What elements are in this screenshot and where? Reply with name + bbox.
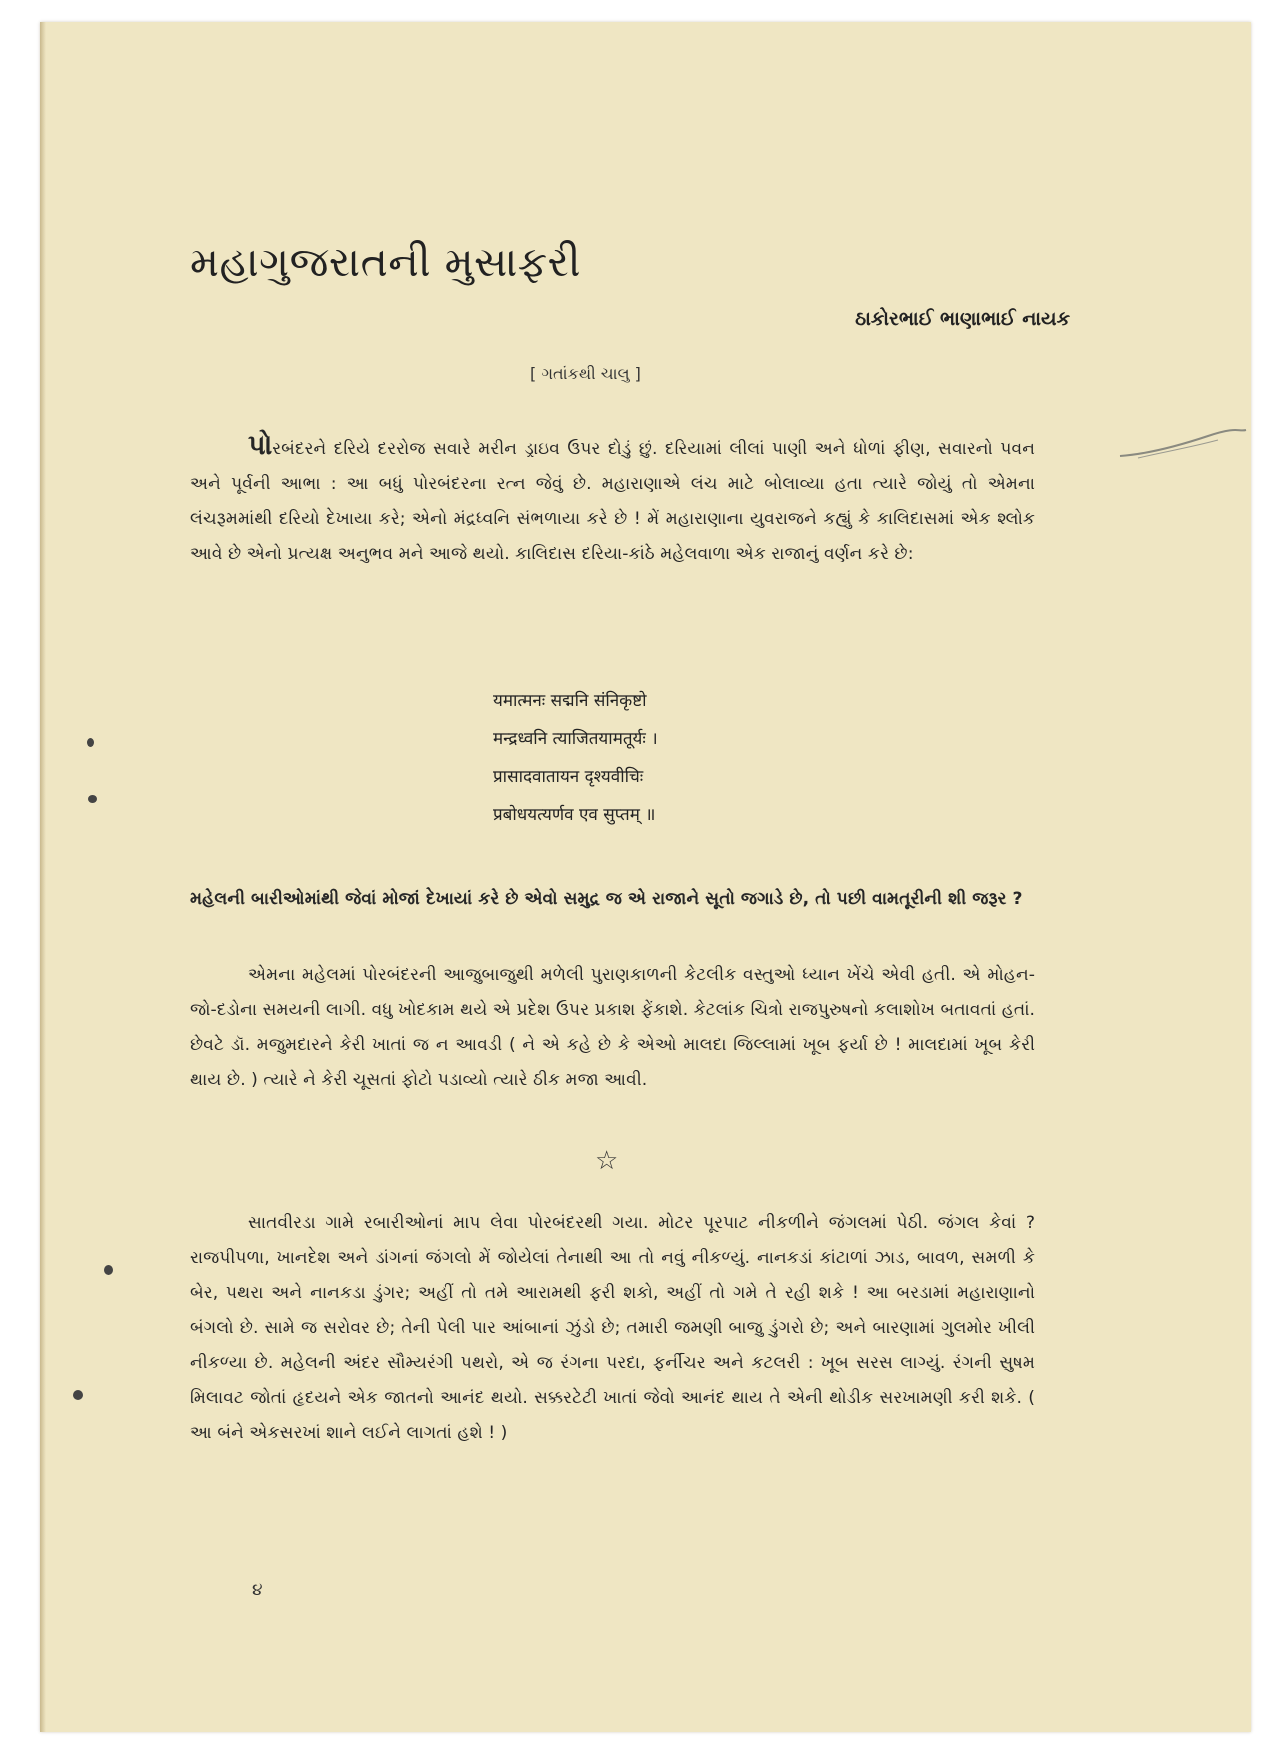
sanskrit-verse [493, 682, 658, 834]
paragraph-4: સાતવીરડા ગામે રબારીઓનાં માપ લેવા પોરબંદરથી ગયા. મોટર પૂરપાટ નીકળીને જંગલમાં પેઠી. જંગલ કેવાં ? રાજપીપળા, ખાનદેશ અને ડાંગનાં જંગલો મેં જોયેલાં તેનાથી આ તો નવું નીકળ્યું. નાનકડાં કાંટાળાં ઝાડ, બાવળ, સમળી કે બેર, પથરા અને નાનકડા ડુંગર; અહીં તો તમે આરામથી ફરી શકો, અહીં તો ગમે તે રહી શકે ! આ બરડામાં મહારાણાનો બંગલો છે. સામે જ સરોવર છે; તેની પેલી પાર આંબાનાં ઝુંડો છે; તમારી જમણી બાજુ ડુંગરો છે; અને બારણામાં ગુલમોર ખીલી નીકળ્યા છે. મહેલની અંદર સૌમ્યરંગી પથરો, એ જ રંગના પરદા, ફર્નીચર અને કટલરી : ખૂબ સરસ લાગ્યું. રંગની સુષમ મિલાવટ જોતાં હૃદયને એક જાતનો આનંદ થયો. સક્કરટેટી ખાતાં જેવો આનંદ થાય તે એની થોડીક સરખામણી કરી શકે. ( આ બંને એકસરખાં શાને લઈને લાગતાં હશે ! ) [190, 1213, 1035, 1443]
paragraph-2: મહેલની બારીઓમાંથી જેવાં મોજાં દેખાયાં કરે છે એવો સમુદ્ર જ એ રાજાને સૂતો જગાડે છે, તો પછી વામતૂરીની શી જરૂર ? [190, 889, 1023, 909]
verse-line: मन्द्रध्वनि त्याजितयामतूर्यः । [493, 729, 658, 749]
paragraph-1 [190, 428, 1035, 572]
page-edge-shadow [40, 22, 46, 1732]
verse-line: यमात्मनः सद्मनि संनिकृष्टो [493, 691, 647, 711]
ink-spot [87, 738, 94, 747]
ink-spot [73, 1390, 83, 1400]
drop-cap: પો [248, 430, 273, 461]
verse-line: प्रबोधयत्यर्णव एव सुप्तम् ॥ [493, 805, 656, 825]
verse-line: प्रासादवातायन दृश्यवीचिः [493, 767, 644, 787]
article-title: મહાગુજરાતની મુસાફરી [190, 238, 581, 286]
paragraph-3: એમના મહેલમાં પોરબંદરની આજુબાજુથી મળેલી પુરાણકાળની કેટલીક વસ્તુઓ ધ્યાન ખેંચે એવી હતી. એ મોહન-જો-દડોના સમયની લાગી. વધુ ખોદકામ થયે એ પ્રદેશ ઉપર પ્રકાશ ફેંકાશે. કેટલાંક ચિત્રો રાજપુરુષનો કલાશોખ બતાવતાં હતાં. છેવટે ડૉ. મજુમદારને કેરી ખાતાં જ ન આવડી ( ને એ કહે છે કે એઓ માલદા જિલ્લામાં ખૂબ ફર્યા છે ! માલદામાં ખૂબ કેરી થાય છે. ) ત્યારે ને કેરી ચૂસતાં ફોટો પડાવ્યો ત્યારે ઠીક મજા આવી. [190, 965, 1035, 1090]
pencil-scribble-mark [1118, 428, 1248, 468]
article-author: ઠાકોરભાઈ ભાણાભાઈ નાયક [855, 308, 1070, 330]
continued-note: [ ગતાંકથી ચાલુ ] [530, 364, 641, 383]
paragraph-1-text: રબંદરને દરિયે દરરોજ સવારે મરીન ડ્રાઇવ ઉપર દોડું છું. દરિયામાં લીલાં પાણી અને ધોળાં ફીણ, સવારનો પવન અને પૂર્વની આભા : આ બધું પોરબંદરના રત્ન જેવું છે. મહારાણાએ લંચ માટે બોલાવ્યા હતા ત્યારે જોયું તો એમના લંચરૂમમાંથી દરિયો દેખાયા કરે; એનો મંદ્રધ્વનિ સંભળાયા કરે છે ! મેં મહારાણાના યુવરાજને કહ્યું કે કાલિદાસમાં એક શ્લોક આવે છે એનો પ્રત્યક્ષ અનુભવ મને આજે થયો. કાલિદાસ દરિયા-કાંઠે મહેલવાળા એક રાજાનું વર્ણન કરે છે: [190, 439, 1035, 564]
star-separator: ☆ [595, 1146, 619, 1176]
ink-spot [104, 1265, 113, 1275]
ink-spot [88, 795, 97, 803]
page-number: ૪ [252, 1580, 263, 1600]
